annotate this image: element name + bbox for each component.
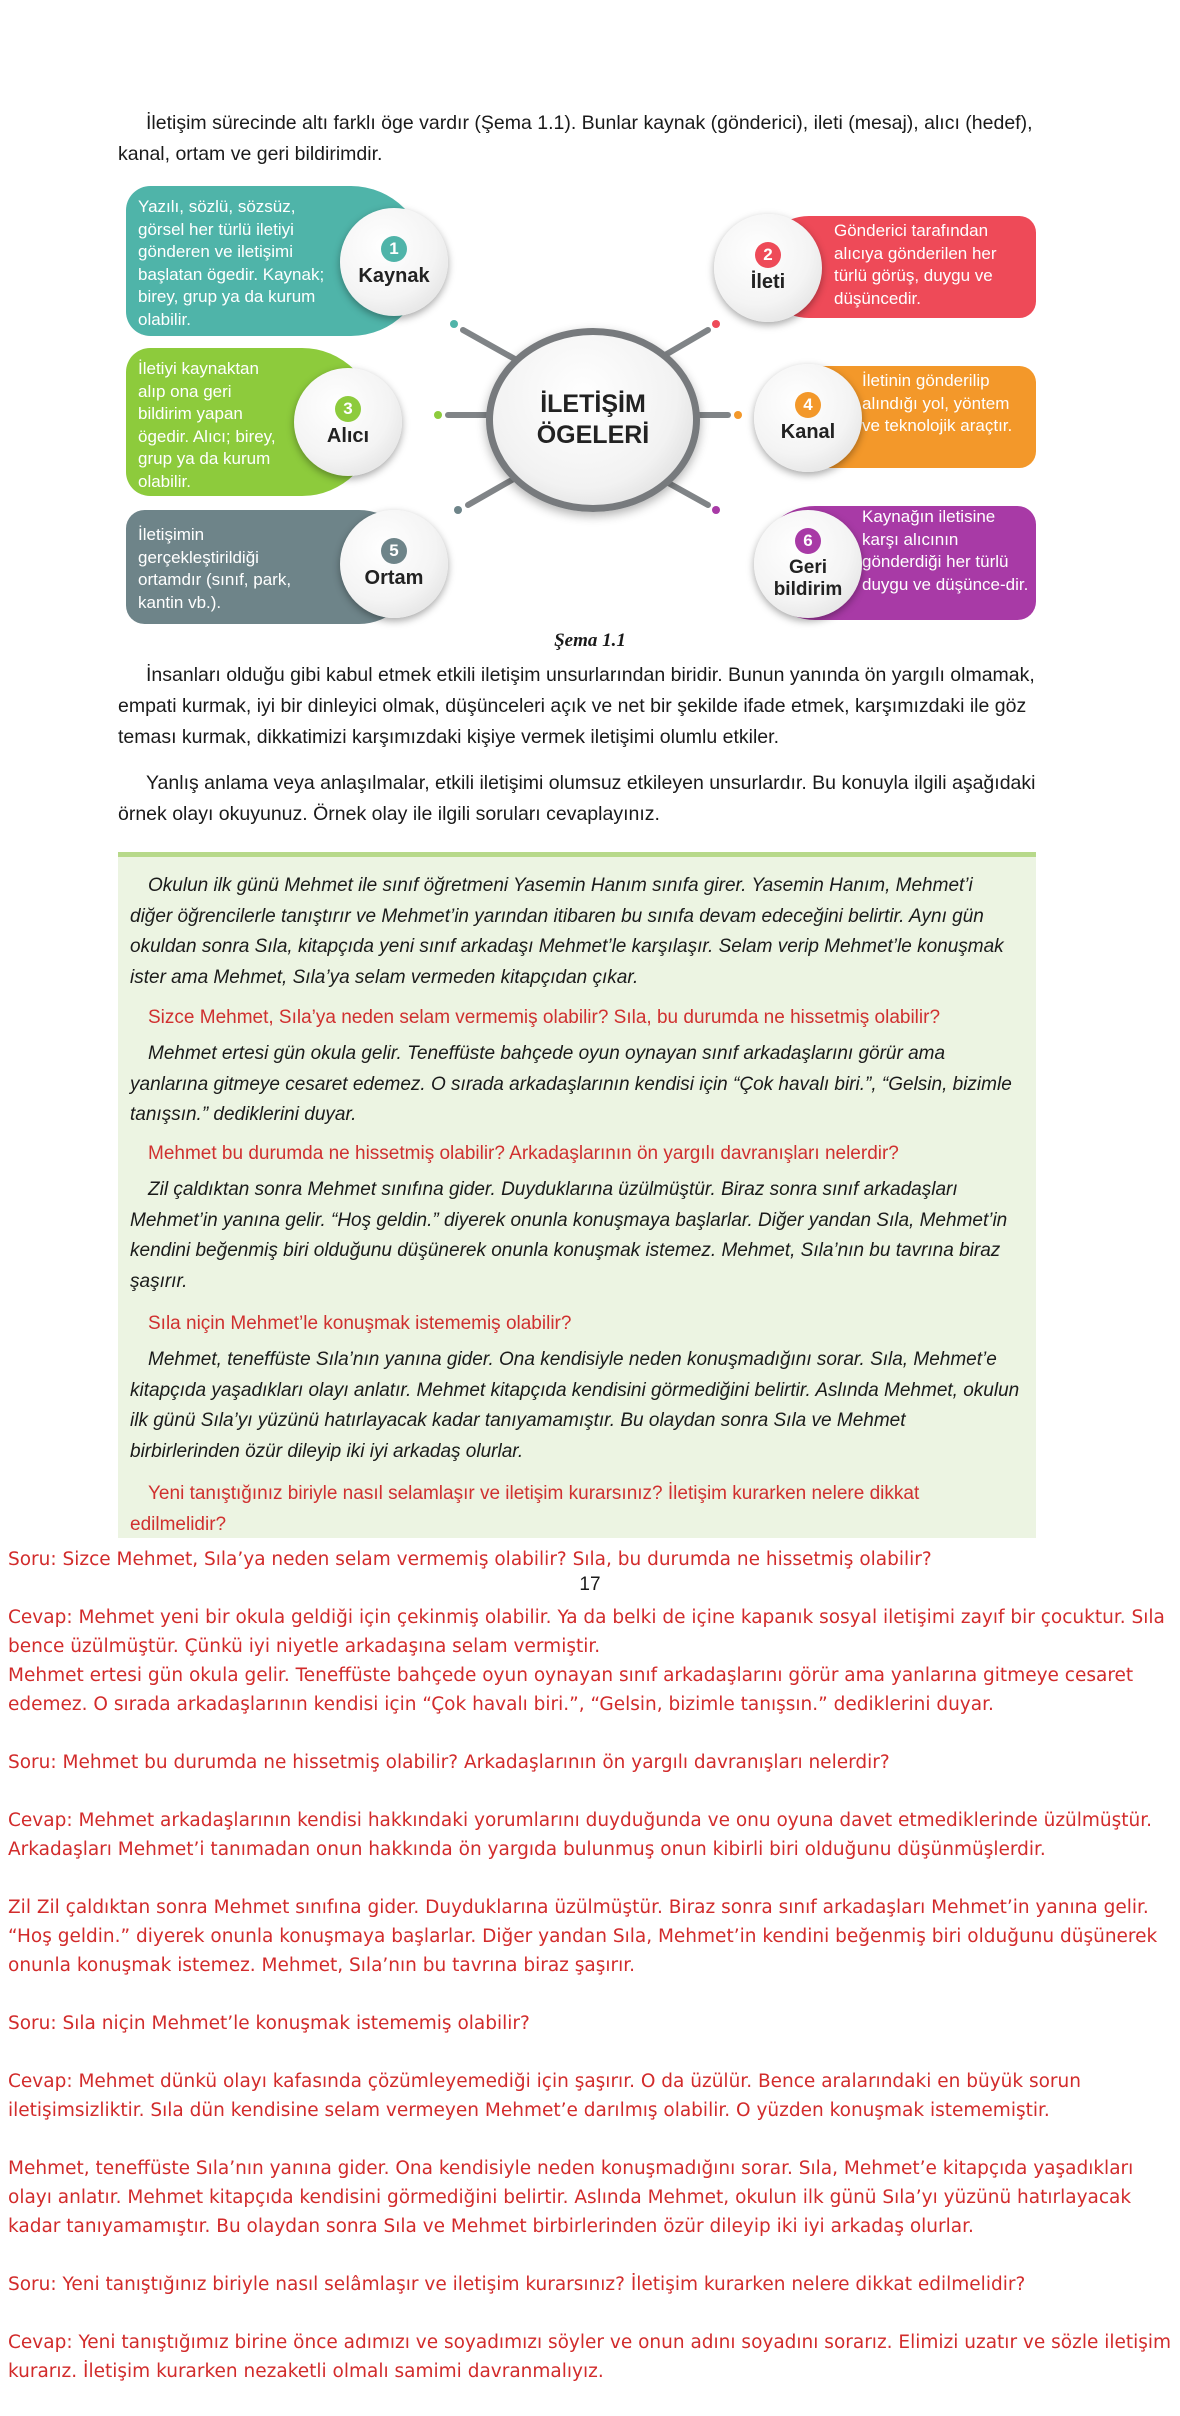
ileti-label: İleti bbox=[750, 271, 786, 293]
geri-bildirim-description: Kaynağın iletisine karşı alıcının gönderdiği her türlü duygu ve düşünce-dir. bbox=[862, 507, 1029, 594]
story-narrative-4: Mehmet, teneffüste Sıla’nın yanına gider. Ona kendisiyle neden konuşmadığını sorar. Sıla, Mehmet’e kitapçıda yaşadıkları olayı anlatır. Mehmet kitapçıda kendisini görmediğini belirtir. Aslında Mehmet, okulun ilk günü Sıla’yı yüzünü hatırlayacak kadar tanıyamamıştır. Bu olaydan sonra Sıla ve Mehmet birbirlerinden özür dileyip iki iyi arkadaş olurlar. bbox=[130, 1349, 1020, 1462]
center-title-2: ÖGELERİ bbox=[536, 421, 650, 449]
story-question-3: Sıla niçin Mehmet’le konuşmak istememiş olabilir? bbox=[148, 1313, 572, 1334]
diagram-center bbox=[486, 328, 700, 512]
kanal-number: 4 bbox=[795, 392, 821, 418]
answer-story-4: Mehmet, teneffüste Sıla’nın yanına gider. Ona kendisiyle neden konuşmadığını sorar. Sıla, Mehmet’e kitapçıda yaşadıkları olayı anlatır. Mehmet kitapçıda kendisini görmediğini belirtir. Aslında Mehmet, okulun ilk günü Sıla’yı yüzünü hatırlayacak kadar tanıyamamıştır. Bu olaydan sonra Sıla ve Mehmet birbirlerinden özür dileyip iki iyi arkadaş olurlar. bbox=[8, 2158, 1134, 2237]
center-title-1: İLETİŞİM bbox=[540, 390, 646, 418]
ortam-number: 5 bbox=[381, 538, 407, 564]
bubble-ortam bbox=[340, 510, 448, 618]
geri-bildirim-label-2: bildirim bbox=[773, 578, 843, 600]
ileti-description: Gönderici tarafından alıcıya gönderilen her türlü görüş, duygu ve düşüncedir. bbox=[834, 221, 997, 308]
story-question-4: Yeni tanıştığınız biriyle nasıl selamlaşır ve iletişim kurarsınız? İletişim kurarken nelere dikkat edilmelidir? bbox=[130, 1483, 920, 1535]
story-narrative-3: Zil çaldıktan sonra Mehmet sınıfına gider. Duyduklarına üzülmüştür. Biraz sonra sınıf arkadaşları Mehmet’in yanına gelir. “Hoş geldin.” diyerek onunla konuşmaya başlarlar. Diğer yandan Sıla, Mehmet’in kendini beğenmiş biri olduğunu düşünerek onunla konuşmak istemez. Mehmet, Sıla’nın bu tavrına biraz şaşırır. bbox=[130, 1179, 1008, 1292]
story-question-2: Mehmet bu durumda ne hissetmiş olabilir? Arkadaşlarının ön yargılı davranışları nelerdir? bbox=[148, 1143, 899, 1164]
story-narrative-1: Okulun ilk günü Mehmet ile sınıf öğretmeni Yasemin Hanım sınıfa girer. Yasemin Hanım, Mehmet’i diğer öğrencilerle tanıştırır ve Mehmet’in yarından itibaren bu sınıfa devam edeceğini belirtir. Aynı gün okuldan sonra Sıla, kitapçıda yeni sınıf arkadaşı Mehmet’le karşılaşır. Selam verip Mehmet’le konuşmak ister ama Mehmet, Sıla’ya selam vermeden kitapçıdan çıkar. bbox=[130, 875, 1004, 988]
story-narrative-2: Mehmet ertesi gün okula gelir. Teneffüste bahçede oyun oynayan sınıf arkadaşlarını görür ama yanlarına gitmeye cesaret edemez. O sırada arkadaşlarının kendisi için “Çok havalı biri.”, “Gelsin, bizimle tanışsın.” dediklerini duyar. bbox=[130, 1043, 1012, 1125]
geri-bildirim-label-1: Geri bbox=[788, 556, 828, 578]
geri-bildirim-number: 6 bbox=[795, 528, 821, 554]
communication-elements-diagram bbox=[118, 180, 1036, 620]
ortam-description: İletişimin gerçekleştirildiği ortamdır (sınıf, park, kantin vb.). bbox=[138, 525, 292, 612]
bubble-geri-bildirim bbox=[754, 510, 862, 618]
intro-paragraph: İletişim sürecinde altı farklı öge vardır (Şema 1.1). Bunlar kaynak (gönderici), ileti (mesaj), alıcı (hedef), kanal, ortam ve geri bildirimdir. bbox=[118, 112, 1033, 165]
paragraph-2: Yanlış anlama veya anlaşılmalar, etkili iletişimi olumsuz etkileyen unsurlardır. Bu konuyla ilgili aşağıdaki örnek olayı okuyunuz. Örnek olay ile ilgili soruları cevaplayınız. bbox=[118, 772, 1036, 825]
answer-story-3: Zil Zil çaldıktan sonra Mehmet sınıfına gider. Duyduklarına üzülmüştür. Biraz sonra sınıf arkadaşları Mehmet’in yanına gelir. “Hoş geldin.” diyerek onunla konuşmaya başlarlar. Diğer yandan Sıla, Mehmet’in kendini beğenmiş biri olduğunu düşünerek onunla konuşmak istemez. Mehmet, Sıla’nın bu tavrına biraz şaşırır. bbox=[8, 1897, 1158, 1976]
answer-question-3: Soru: Sıla niçin Mehmet’le konuşmak istememiş olabilir? bbox=[8, 2013, 530, 2034]
answer-story-2: Mehmet ertesi gün okula gelir. Teneffüste bahçede oyun oynayan sınıf arkadaşlarını görür ama yanlarına gitmeye cesaret edemez. O sırada arkadaşlarının kendisi için “Çok havalı biri.”, “Gelsin, bizimle tanışsın.” dediklerini duyar. bbox=[8, 1665, 1134, 1715]
kaynak-number: 1 bbox=[381, 236, 407, 262]
answer-4: Cevap: Yeni tanıştığımız birine önce adımızı ve soyadımızı söyler ve onun adını soyadını sorarız. Elimizi uzatır ve sözle iletişim kurarız. İletişim kurarken nezaketli olmalı samimi davranmalıyız. bbox=[8, 2332, 1172, 2382]
kanal-description: İletinin gönderilip alındığı yol, yöntem ve teknolojik araçtır. bbox=[862, 371, 1013, 435]
paragraph-1: İnsanları olduğu gibi kabul etmek etkili iletişim unsurlarından biridir. Bunun yanında ön yargılı olmamak, empati kurmak, iyi bir dinleyici olmak, düşünceleri açık ve net bir şekilde ifade etmek, karşımızdaki ile göz teması kurmak, dikkatimizi karşımızdaki kişiye vermek iletişimi olumlu etkiler. bbox=[118, 664, 1035, 748]
ileti-number: 2 bbox=[755, 242, 781, 268]
answer-3: Cevap: Mehmet dünkü olayı kafasında çözümleyemediği için şaşırır. O da üzülür. Bence aralarındaki en büyük sorun iletişimsizliktir. Sıla dün kendisine selam vermeyen Mehmet’e darılmış olabilir. O yüzden konuşmak istememiştir. bbox=[8, 2071, 1081, 2121]
bubble-kaynak bbox=[340, 208, 448, 316]
alici-label: Alıcı bbox=[326, 425, 370, 447]
answer-question-1: Soru: Sizce Mehmet, Sıla’ya neden selam vermemiş olabilir? Sıla, bu durumda ne hissetmiş olabilir? bbox=[8, 1549, 932, 1570]
answer-1: Cevap: Mehmet yeni bir okula geldiği için çekinmiş olabilir. Ya da belki de içine kapanık sosyal iletişimi zayıf bir çocuktur. Sıla bence üzülmüştür. Çünkü iyi niyetle arkadaşına selam vermiştir. bbox=[8, 1607, 1165, 1657]
answer-question-4: Soru: Yeni tanıştığınız biriyle nasıl selâmlaşır ve iletişim kurarsınız? İletişim kurarken nelere dikkat edilmelidir? bbox=[8, 2274, 1026, 2295]
case-study-box bbox=[118, 852, 1036, 1538]
answer-2: Cevap: Mehmet arkadaşlarının kendisi hakkındaki yorumlarını duyduğunda ve onu oyuna davet etmediklerinde üzülmüştür. Arkadaşları Mehmet’i tanımadan onun hakkında ön yargıda bulunmuş onun kibirli biri olduğunu düşünmüşlerdir. bbox=[8, 1810, 1153, 1860]
page-number: 17 bbox=[579, 1574, 601, 1595]
bubble-kanal bbox=[754, 364, 862, 472]
answer-question-2: Soru: Mehmet bu durumda ne hissetmiş olabilir? Arkadaşlarının ön yargılı davranışları nelerdir? bbox=[8, 1752, 890, 1773]
kaynak-label: Kaynak bbox=[358, 265, 430, 287]
story-question-1: Sizce Mehmet, Sıla’ya neden selam vermemiş olabilir? Sıla, bu durumda ne hissetmiş olabilir? bbox=[148, 1007, 941, 1028]
alici-number: 3 bbox=[335, 396, 361, 422]
ortam-label: Ortam bbox=[364, 567, 424, 589]
diagram-caption: Şema 1.1 bbox=[554, 630, 626, 651]
kaynak-description: Yazılı, sözlü, sözsüz, görsel her türlü iletiyi gönderen ve iletişimi başlatan ögedir. Kaynak; birey, grup ya da kurum olabilir. bbox=[138, 197, 325, 329]
bubble-ileti bbox=[714, 214, 822, 322]
alici-description: İletiyi kaynaktan alıp ona geri bildirim yapan ögedir. Alıcı; birey, grup ya da kurum olabilir. bbox=[138, 359, 276, 491]
bubble-alici bbox=[294, 368, 402, 476]
kanal-label: Kanal bbox=[780, 421, 836, 443]
